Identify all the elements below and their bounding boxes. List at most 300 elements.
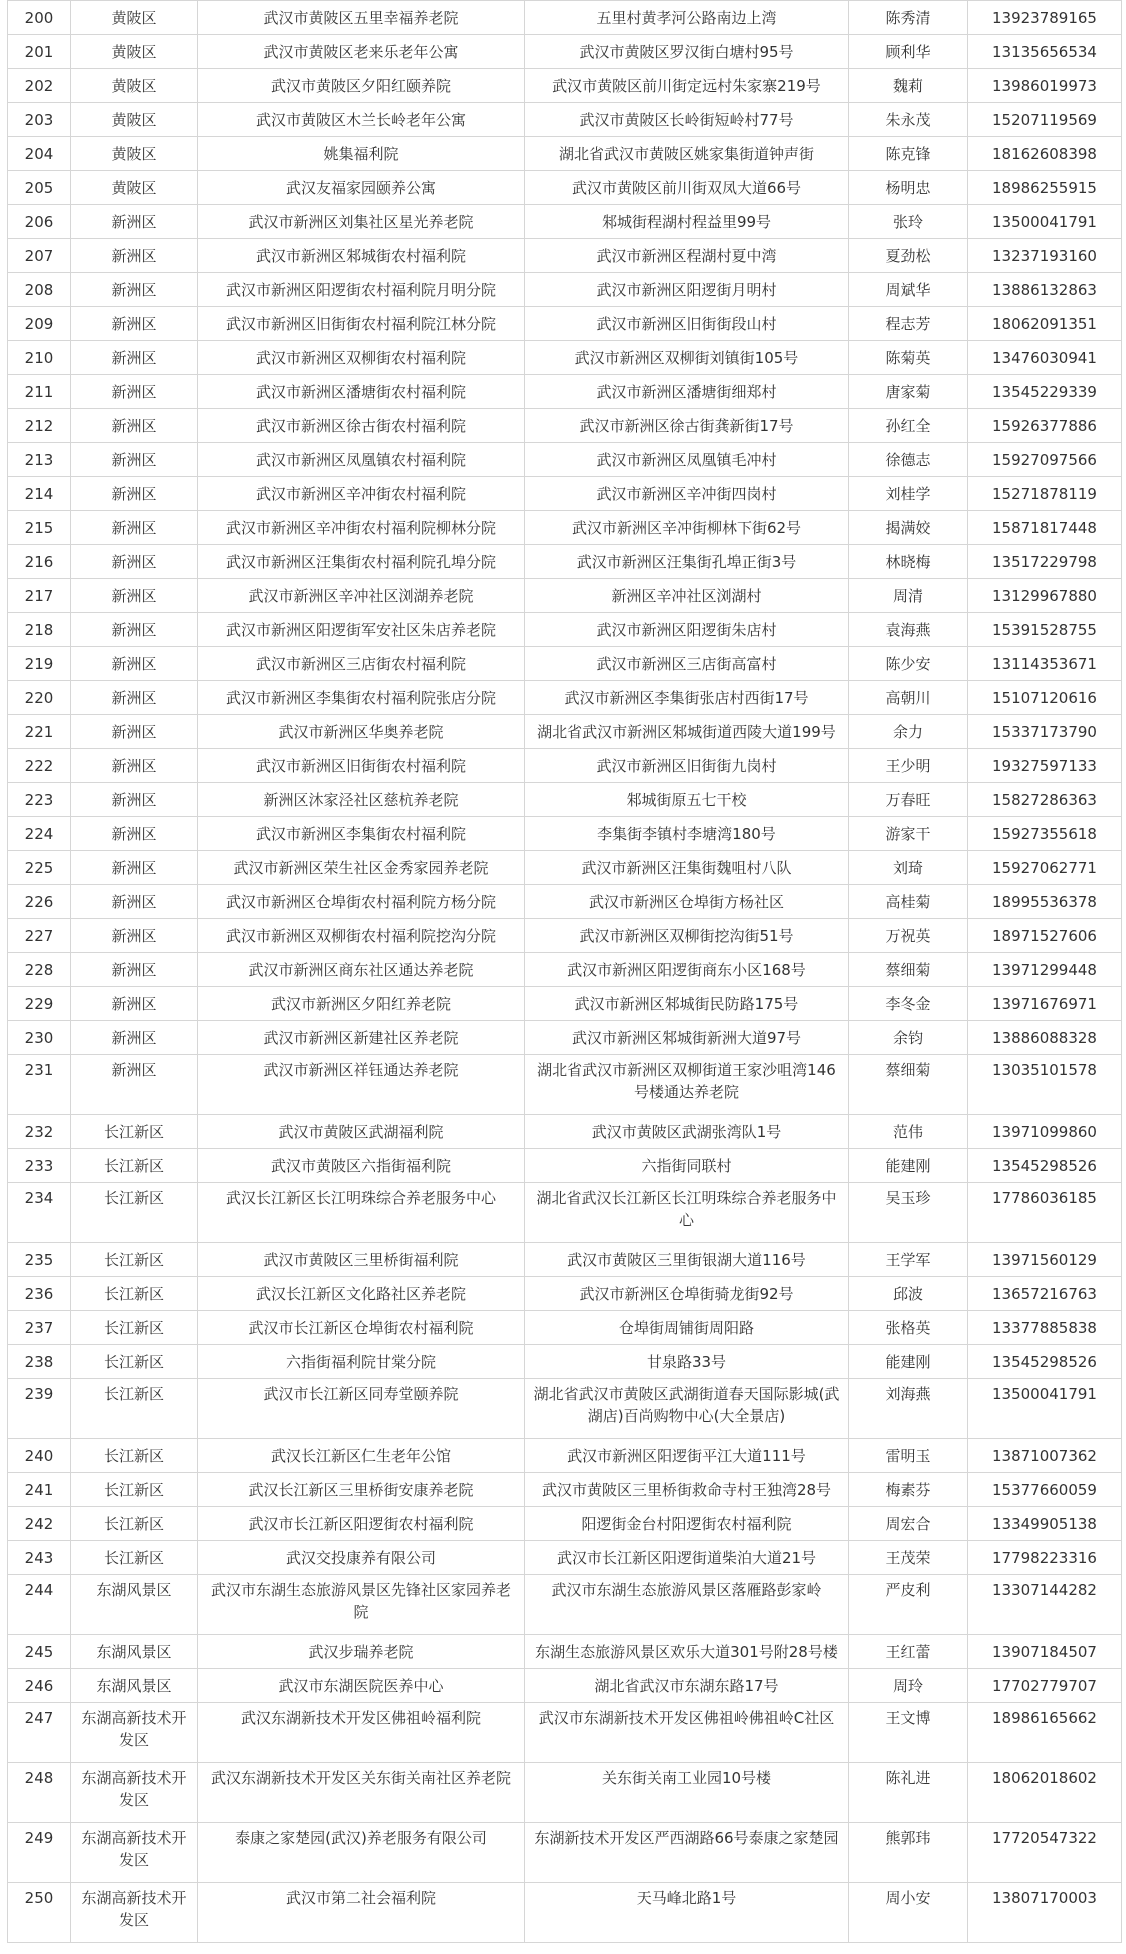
address-cell: 邾城街程湖村程益里99号 [525, 205, 849, 239]
institution-name-cell: 武汉市新洲区凤凰镇农村福利院 [198, 443, 525, 477]
contact-person-cell: 周斌华 [849, 273, 968, 307]
table-row [8, 1379, 1122, 1439]
contact-person-cell: 张玲 [849, 205, 968, 239]
row-number: 226 [8, 885, 71, 919]
address-cell: 武汉市东湖生态旅游风景区落雁路彭家岭 [525, 1575, 849, 1635]
contact-person-cell: 刘桂学 [849, 477, 968, 511]
phone-cell: 13135656534 [968, 35, 1122, 69]
institution-name-cell: 泰康之家楚园(武汉)养老服务有限公司 [198, 1823, 525, 1883]
district-cell: 新洲区 [71, 885, 198, 919]
institution-name-cell: 武汉市新洲区华奥养老院 [198, 715, 525, 749]
row-number: 202 [8, 69, 71, 103]
row-number: 228 [8, 953, 71, 987]
row-number: 246 [8, 1669, 71, 1703]
contact-person-cell: 高朝川 [849, 681, 968, 715]
row-number: 237 [8, 1311, 71, 1345]
row-number: 244 [8, 1575, 71, 1635]
table-row [8, 783, 1122, 817]
institution-name-cell: 武汉市长江新区阳逻街农村福利院 [198, 1507, 525, 1541]
district-cell: 新洲区 [71, 681, 198, 715]
row-number: 215 [8, 511, 71, 545]
row-number: 207 [8, 239, 71, 273]
table-row [8, 443, 1122, 477]
contact-person-cell: 万祝英 [849, 919, 968, 953]
institution-name-cell: 武汉市新洲区李集街农村福利院张店分院 [198, 681, 525, 715]
address-cell: 邾城街原五七干校 [525, 783, 849, 817]
institution-name-cell: 武汉市新洲区新建社区养老院 [198, 1021, 525, 1055]
table-row [8, 409, 1122, 443]
district-cell: 新洲区 [71, 409, 198, 443]
contact-person-cell: 范伟 [849, 1115, 968, 1149]
phone-cell: 13500041791 [968, 1379, 1122, 1439]
address-cell: 武汉市黄陂区三里街银湖大道116号 [525, 1243, 849, 1277]
table-row [8, 579, 1122, 613]
contact-person-cell: 王红蕾 [849, 1635, 968, 1669]
district-cell: 长江新区 [71, 1439, 198, 1473]
row-number: 234 [8, 1183, 71, 1243]
row-number: 223 [8, 783, 71, 817]
institution-name-cell: 武汉步瑞养老院 [198, 1635, 525, 1669]
phone-cell: 13114353671 [968, 647, 1122, 681]
row-number: 213 [8, 443, 71, 477]
table-row [8, 511, 1122, 545]
address-cell: 武汉市新洲区仓埠街骑龙街92号 [525, 1277, 849, 1311]
row-number: 233 [8, 1149, 71, 1183]
row-number: 241 [8, 1473, 71, 1507]
institution-name-cell: 武汉市黄陂区老来乐老年公寓 [198, 35, 525, 69]
institution-name-cell: 武汉市长江新区同寿堂颐养院 [198, 1379, 525, 1439]
district-cell: 新洲区 [71, 341, 198, 375]
address-cell: 武汉市长江新区阳逻街道柴泊大道21号 [525, 1541, 849, 1575]
contact-person-cell: 刘琦 [849, 851, 968, 885]
table-row [8, 1439, 1122, 1473]
table-row [8, 715, 1122, 749]
district-cell: 新洲区 [71, 817, 198, 851]
table-row [8, 1823, 1122, 1883]
phone-cell: 15377660059 [968, 1473, 1122, 1507]
phone-cell: 13377885838 [968, 1311, 1122, 1345]
contact-person-cell: 雷明玉 [849, 1439, 968, 1473]
table-row [8, 273, 1122, 307]
phone-cell: 15827286363 [968, 783, 1122, 817]
phone-cell: 17798223316 [968, 1541, 1122, 1575]
row-number: 201 [8, 35, 71, 69]
address-cell: 武汉市新洲区仓埠街方杨社区 [525, 885, 849, 919]
phone-cell: 13886088328 [968, 1021, 1122, 1055]
table-row [8, 1541, 1122, 1575]
contact-person-cell: 梅素芬 [849, 1473, 968, 1507]
district-cell: 新洲区 [71, 749, 198, 783]
contact-person-cell: 熊郭玮 [849, 1823, 968, 1883]
address-cell: 天马峰北路1号 [525, 1883, 849, 1943]
address-cell: 武汉市新洲区邾城街民防路175号 [525, 987, 849, 1021]
table-row [8, 1055, 1122, 1115]
district-cell: 新洲区 [71, 953, 198, 987]
address-cell: 湖北省武汉长江新区长江明珠综合养老服务中心 [525, 1183, 849, 1243]
table-row [8, 375, 1122, 409]
contact-person-cell: 陈秀清 [849, 1, 968, 35]
institution-name-cell: 武汉市新洲区汪集街农村福利院孔埠分院 [198, 545, 525, 579]
phone-cell: 18062091351 [968, 307, 1122, 341]
phone-cell: 13349905138 [968, 1507, 1122, 1541]
table-row [8, 1507, 1122, 1541]
district-cell: 新洲区 [71, 919, 198, 953]
district-cell: 东湖风景区 [71, 1635, 198, 1669]
row-number: 221 [8, 715, 71, 749]
district-cell: 黄陂区 [71, 1, 198, 35]
district-cell: 黄陂区 [71, 69, 198, 103]
address-cell: 武汉市新洲区辛冲街四岗村 [525, 477, 849, 511]
phone-cell: 13545298526 [968, 1149, 1122, 1183]
contact-person-cell: 邱波 [849, 1277, 968, 1311]
phone-cell: 18986255915 [968, 171, 1122, 205]
contact-person-cell: 能建刚 [849, 1345, 968, 1379]
institution-name-cell: 武汉交投康养有限公司 [198, 1541, 525, 1575]
row-number: 214 [8, 477, 71, 511]
institution-name-cell: 六指街福利院甘棠分院 [198, 1345, 525, 1379]
phone-cell: 13545298526 [968, 1345, 1122, 1379]
phone-cell: 19327597133 [968, 749, 1122, 783]
contact-person-cell: 王文博 [849, 1703, 968, 1763]
institution-name-cell: 武汉市新洲区三店街农村福利院 [198, 647, 525, 681]
address-cell: 武汉市新洲区辛冲街柳林下街62号 [525, 511, 849, 545]
contact-person-cell: 林晓梅 [849, 545, 968, 579]
institution-name-cell: 新洲区沐家泾社区慈杭养老院 [198, 783, 525, 817]
phone-cell: 13237193160 [968, 239, 1122, 273]
address-cell: 武汉市新洲区徐古街龚新街17号 [525, 409, 849, 443]
row-number: 211 [8, 375, 71, 409]
address-cell: 武汉市黄陂区前川街双凤大道66号 [525, 171, 849, 205]
district-cell: 新洲区 [71, 1021, 198, 1055]
row-number: 230 [8, 1021, 71, 1055]
address-cell: 李集街李镇村李塘湾180号 [525, 817, 849, 851]
contact-person-cell: 余钧 [849, 1021, 968, 1055]
contact-person-cell: 陈礼进 [849, 1763, 968, 1823]
contact-person-cell: 魏莉 [849, 69, 968, 103]
row-number: 205 [8, 171, 71, 205]
district-cell: 新洲区 [71, 511, 198, 545]
address-cell: 六指街同联村 [525, 1149, 849, 1183]
address-cell: 武汉市黄陂区罗汉街白塘村95号 [525, 35, 849, 69]
institution-name-cell: 武汉市黄陂区武湖福利院 [198, 1115, 525, 1149]
row-number: 220 [8, 681, 71, 715]
phone-cell: 13517229798 [968, 545, 1122, 579]
table-row [8, 1763, 1122, 1823]
contact-person-cell: 陈克锋 [849, 137, 968, 171]
table-row [8, 137, 1122, 171]
institution-name-cell: 武汉市新洲区辛冲社区浏湖养老院 [198, 579, 525, 613]
address-cell: 武汉市新洲区阳逻街平江大道111号 [525, 1439, 849, 1473]
address-cell: 甘泉路33号 [525, 1345, 849, 1379]
row-number: 231 [8, 1055, 71, 1115]
phone-cell: 17720547322 [968, 1823, 1122, 1883]
table-row [8, 885, 1122, 919]
district-cell: 新洲区 [71, 1055, 198, 1115]
district-cell: 长江新区 [71, 1149, 198, 1183]
table-row [8, 1277, 1122, 1311]
institution-name-cell: 武汉市新洲区双柳街农村福利院 [198, 341, 525, 375]
phone-cell: 18995536378 [968, 885, 1122, 919]
institution-name-cell: 武汉市新洲区邾城街农村福利院 [198, 239, 525, 273]
institution-name-cell: 武汉市黄陂区夕阳红颐养院 [198, 69, 525, 103]
table-row [8, 477, 1122, 511]
district-cell: 新洲区 [71, 239, 198, 273]
address-cell: 武汉市新洲区旧街街九岗村 [525, 749, 849, 783]
contact-person-cell: 陈少安 [849, 647, 968, 681]
phone-cell: 13657216763 [968, 1277, 1122, 1311]
table-row [8, 1021, 1122, 1055]
row-number: 227 [8, 919, 71, 953]
table-row [8, 1703, 1122, 1763]
contact-person-cell: 徐德志 [849, 443, 968, 477]
district-cell: 东湖风景区 [71, 1575, 198, 1635]
address-cell: 武汉市新洲区李集街张店村西街17号 [525, 681, 849, 715]
district-cell: 新洲区 [71, 647, 198, 681]
phone-cell: 13035101578 [968, 1055, 1122, 1115]
institution-name-cell: 武汉东湖新技术开发区关东街关南社区养老院 [198, 1763, 525, 1823]
address-cell: 武汉市新洲区阳逻街商东小区168号 [525, 953, 849, 987]
phone-cell: 18986165662 [968, 1703, 1122, 1763]
table-row [8, 749, 1122, 783]
table-row [8, 817, 1122, 851]
district-cell: 长江新区 [71, 1379, 198, 1439]
phone-cell: 15391528755 [968, 613, 1122, 647]
institution-name-cell: 武汉市新洲区旧街街农村福利院江林分院 [198, 307, 525, 341]
address-cell: 湖北省武汉市新洲区双柳街道王家沙咀湾146号楼通达养老院 [525, 1055, 849, 1115]
phone-cell: 13886132863 [968, 273, 1122, 307]
phone-cell: 15271878119 [968, 477, 1122, 511]
institution-name-cell: 武汉市新洲区仓埠街农村福利院方杨分院 [198, 885, 525, 919]
address-cell: 武汉市新洲区阳逻街月明村 [525, 273, 849, 307]
contact-person-cell: 蔡细菊 [849, 1055, 968, 1115]
table-row [8, 341, 1122, 375]
institution-name-cell: 武汉市新洲区夕阳红养老院 [198, 987, 525, 1021]
row-number: 200 [8, 1, 71, 35]
contact-person-cell: 王茂荣 [849, 1541, 968, 1575]
phone-cell: 13129967880 [968, 579, 1122, 613]
row-number: 212 [8, 409, 71, 443]
phone-cell: 15107120616 [968, 681, 1122, 715]
table-row [8, 69, 1122, 103]
row-number: 245 [8, 1635, 71, 1669]
contact-person-cell: 王学军 [849, 1243, 968, 1277]
address-cell: 东湖生态旅游风景区欢乐大道301号附28号楼 [525, 1635, 849, 1669]
district-cell: 新洲区 [71, 477, 198, 511]
institution-name-cell: 武汉市新洲区李集街农村福利院 [198, 817, 525, 851]
district-cell: 黄陂区 [71, 137, 198, 171]
address-cell: 湖北省武汉市新洲区邾城街道西陵大道199号 [525, 715, 849, 749]
institution-name-cell: 武汉东湖新技术开发区佛祖岭福利院 [198, 1703, 525, 1763]
address-cell: 武汉市东湖新技术开发区佛祖岭佛祖岭C社区 [525, 1703, 849, 1763]
district-cell: 黄陂区 [71, 103, 198, 137]
contact-person-cell: 揭满姣 [849, 511, 968, 545]
contact-person-cell: 程志芳 [849, 307, 968, 341]
institution-name-cell: 武汉市新洲区潘塘街农村福利院 [198, 375, 525, 409]
address-cell: 武汉市黄陂区前川街定远村朱家寨219号 [525, 69, 849, 103]
row-number: 210 [8, 341, 71, 375]
contact-person-cell: 游家干 [849, 817, 968, 851]
institution-name-cell: 武汉市黄陂区六指街福利院 [198, 1149, 525, 1183]
district-cell: 长江新区 [71, 1473, 198, 1507]
phone-cell: 15207119569 [968, 103, 1122, 137]
address-cell: 武汉市新洲区双柳街刘镇街105号 [525, 341, 849, 375]
contact-person-cell: 高桂菊 [849, 885, 968, 919]
table-row [8, 307, 1122, 341]
contact-person-cell: 李冬金 [849, 987, 968, 1021]
address-cell: 阳逻街金台村阳逻街农村福利院 [525, 1507, 849, 1541]
table-row [8, 1311, 1122, 1345]
district-cell: 新洲区 [71, 545, 198, 579]
district-cell: 新洲区 [71, 783, 198, 817]
district-cell: 长江新区 [71, 1345, 198, 1379]
contact-person-cell: 万春旺 [849, 783, 968, 817]
table-row [8, 545, 1122, 579]
address-cell: 武汉市黄陂区三里桥街救命寺村王独湾28号 [525, 1473, 849, 1507]
table-row [8, 919, 1122, 953]
phone-cell: 13500041791 [968, 205, 1122, 239]
table-row [8, 1183, 1122, 1243]
contact-person-cell: 孙红全 [849, 409, 968, 443]
table-row [8, 1635, 1122, 1669]
institution-name-cell: 武汉市新洲区刘集社区星光养老院 [198, 205, 525, 239]
address-cell: 东湖新技术开发区严西湖路66号泰康之家楚园 [525, 1823, 849, 1883]
phone-cell: 13971676971 [968, 987, 1122, 1021]
row-number: 204 [8, 137, 71, 171]
district-cell: 新洲区 [71, 443, 198, 477]
contact-person-cell: 周小安 [849, 1883, 968, 1943]
table-row [8, 1, 1122, 35]
district-cell: 新洲区 [71, 579, 198, 613]
phone-cell: 13923789165 [968, 1, 1122, 35]
institution-name-cell: 武汉市新洲区阳逻街农村福利院月明分院 [198, 273, 525, 307]
district-cell: 长江新区 [71, 1507, 198, 1541]
contact-person-cell: 余力 [849, 715, 968, 749]
row-number: 224 [8, 817, 71, 851]
table-row [8, 613, 1122, 647]
institution-name-cell: 武汉市新洲区商东社区通达养老院 [198, 953, 525, 987]
phone-cell: 17702779707 [968, 1669, 1122, 1703]
row-number: 250 [8, 1883, 71, 1943]
phone-cell: 18062018602 [968, 1763, 1122, 1823]
row-number: 219 [8, 647, 71, 681]
phone-cell: 15871817448 [968, 511, 1122, 545]
table-row [8, 1669, 1122, 1703]
table-row [8, 987, 1122, 1021]
institution-name-cell: 武汉市第二社会福利院 [198, 1883, 525, 1943]
district-cell: 新洲区 [71, 613, 198, 647]
table-row [8, 1115, 1122, 1149]
table-row [8, 1345, 1122, 1379]
institution-name-cell: 武汉市黄陂区木兰长岭老年公寓 [198, 103, 525, 137]
institution-name-cell: 武汉市东湖生态旅游风景区先锋社区家园养老院 [198, 1575, 525, 1635]
address-cell: 武汉市新洲区汪集街魏咀村八队 [525, 851, 849, 885]
phone-cell: 13871007362 [968, 1439, 1122, 1473]
table-row [8, 1473, 1122, 1507]
phone-cell: 15927355618 [968, 817, 1122, 851]
table-body [8, 1, 1122, 1943]
district-cell: 东湖风景区 [71, 1669, 198, 1703]
district-cell: 新洲区 [71, 715, 198, 749]
district-cell: 东湖高新技术开发区 [71, 1763, 198, 1823]
institution-name-cell: 武汉市黄陂区五里幸福养老院 [198, 1, 525, 35]
institution-table-wrapper [7, 0, 1121, 1943]
address-cell: 五里村黄孝河公路南边上湾 [525, 1, 849, 35]
address-cell: 新洲区辛冲社区浏湖村 [525, 579, 849, 613]
institution-table [7, 0, 1122, 1943]
institution-name-cell: 武汉市新洲区旧街街农村福利院 [198, 749, 525, 783]
contact-person-cell: 顾利华 [849, 35, 968, 69]
address-cell: 关东街关南工业园10号楼 [525, 1763, 849, 1823]
district-cell: 新洲区 [71, 307, 198, 341]
row-number: 208 [8, 273, 71, 307]
institution-name-cell: 武汉市新洲区荣生社区金秀家园养老院 [198, 851, 525, 885]
phone-cell: 18971527606 [968, 919, 1122, 953]
institution-name-cell: 武汉市新洲区阳逻街军安社区朱店养老院 [198, 613, 525, 647]
district-cell: 新洲区 [71, 273, 198, 307]
phone-cell: 13907184507 [968, 1635, 1122, 1669]
address-cell: 武汉市新洲区双柳街挖沟街51号 [525, 919, 849, 953]
row-number: 225 [8, 851, 71, 885]
phone-cell: 15337173790 [968, 715, 1122, 749]
table-row [8, 1883, 1122, 1943]
contact-person-cell: 杨明忠 [849, 171, 968, 205]
phone-cell: 13545229339 [968, 375, 1122, 409]
phone-cell: 15927062771 [968, 851, 1122, 885]
row-number: 235 [8, 1243, 71, 1277]
contact-person-cell: 陈菊英 [849, 341, 968, 375]
institution-name-cell: 武汉长江新区三里桥街安康养老院 [198, 1473, 525, 1507]
row-number: 248 [8, 1763, 71, 1823]
institution-name-cell: 武汉市黄陂区三里桥街福利院 [198, 1243, 525, 1277]
phone-cell: 13971299448 [968, 953, 1122, 987]
institution-name-cell: 武汉市新洲区双柳街农村福利院挖沟分院 [198, 919, 525, 953]
contact-person-cell: 蔡细菊 [849, 953, 968, 987]
institution-name-cell: 武汉长江新区长江明珠综合养老服务中心 [198, 1183, 525, 1243]
institution-name-cell: 武汉市新洲区辛冲街农村福利院柳林分院 [198, 511, 525, 545]
table-row [8, 681, 1122, 715]
address-cell: 武汉市新洲区程湖村夏中湾 [525, 239, 849, 273]
district-cell: 新洲区 [71, 987, 198, 1021]
district-cell: 长江新区 [71, 1183, 198, 1243]
district-cell: 新洲区 [71, 851, 198, 885]
phone-cell: 13971099860 [968, 1115, 1122, 1149]
district-cell: 长江新区 [71, 1277, 198, 1311]
table-row [8, 1243, 1122, 1277]
district-cell: 东湖高新技术开发区 [71, 1703, 198, 1763]
address-cell: 仓埠街周铺街周阳路 [525, 1311, 849, 1345]
contact-person-cell: 周清 [849, 579, 968, 613]
contact-person-cell: 周玲 [849, 1669, 968, 1703]
district-cell: 长江新区 [71, 1115, 198, 1149]
contact-person-cell: 吴玉珍 [849, 1183, 968, 1243]
district-cell: 长江新区 [71, 1243, 198, 1277]
row-number: 249 [8, 1823, 71, 1883]
institution-name-cell: 武汉长江新区仁生老年公馆 [198, 1439, 525, 1473]
table-row [8, 103, 1122, 137]
contact-person-cell: 刘海燕 [849, 1379, 968, 1439]
row-number: 217 [8, 579, 71, 613]
address-cell: 湖北省武汉市黄陂区武湖街道春天国际影城(武湖店)百尚购物中心(大全景店) [525, 1379, 849, 1439]
address-cell: 武汉市黄陂区长岭街短岭村77号 [525, 103, 849, 137]
row-number: 236 [8, 1277, 71, 1311]
district-cell: 长江新区 [71, 1311, 198, 1345]
contact-person-cell: 周宏合 [849, 1507, 968, 1541]
contact-person-cell: 能建刚 [849, 1149, 968, 1183]
institution-name-cell: 武汉市新洲区祥钰通达养老院 [198, 1055, 525, 1115]
address-cell: 武汉市新洲区邾城街新洲大道97号 [525, 1021, 849, 1055]
row-number: 232 [8, 1115, 71, 1149]
row-number: 209 [8, 307, 71, 341]
